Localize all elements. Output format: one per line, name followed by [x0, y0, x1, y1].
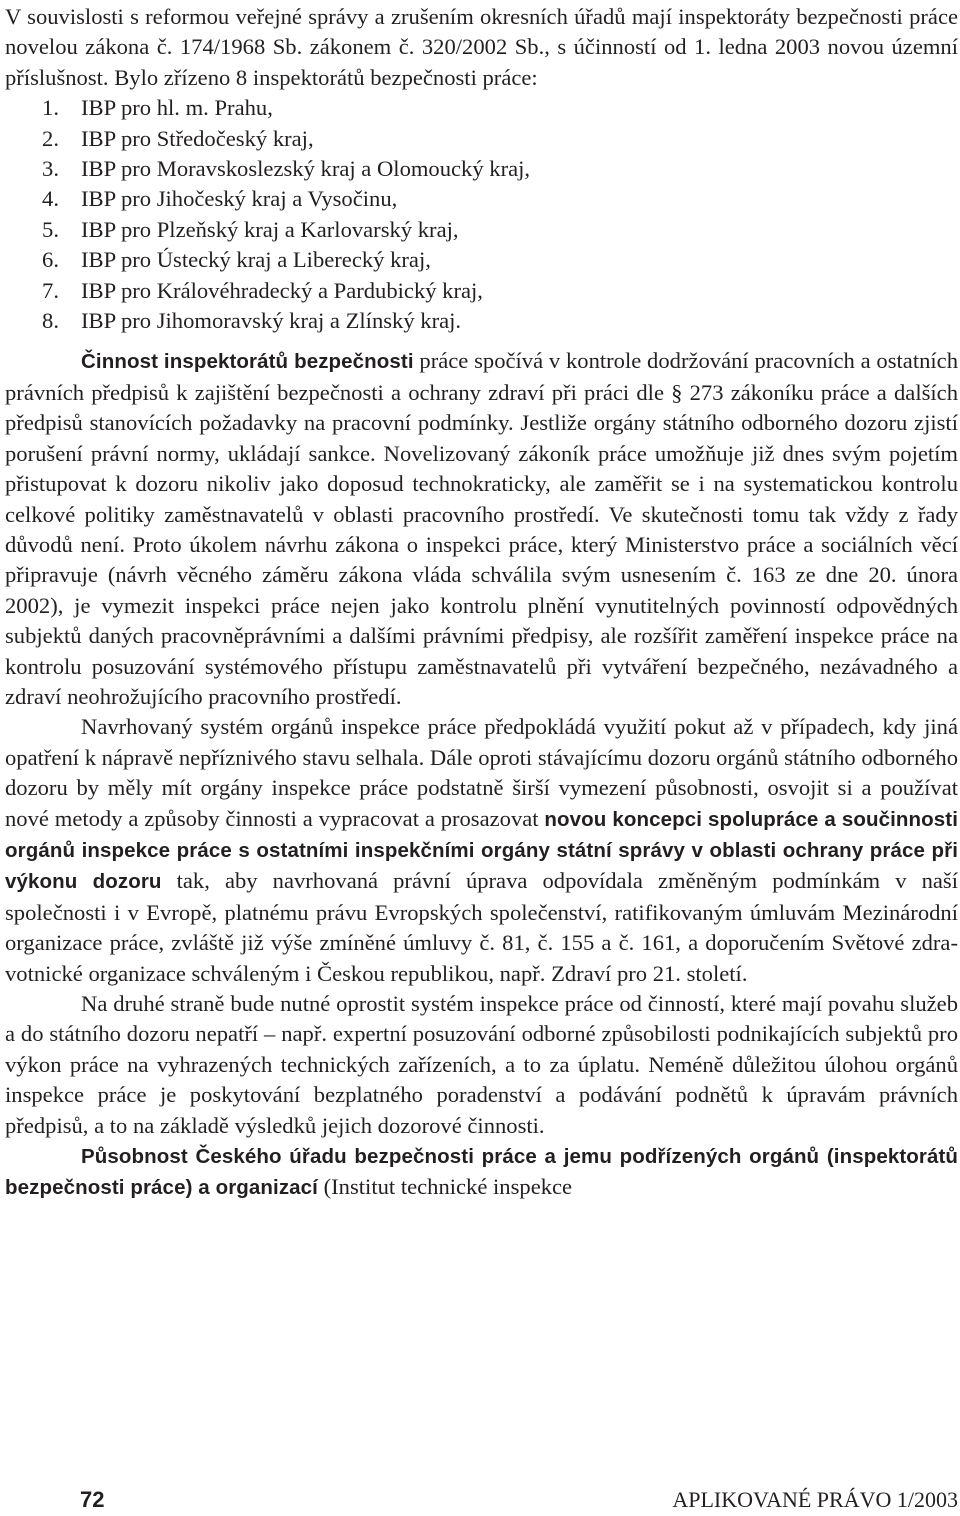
list-item — [5, 276, 958, 306]
bold-lead: Působnost Českého úřadu bezpečnosti práce a jemu podřízených orgánů (inspektorátů bezpečnosti práce) a organizací — [5, 1145, 958, 1200]
bold-lead: Činnost inspektorátů bezpečnosti — [81, 350, 414, 374]
inspectorate-list — [5, 93, 958, 336]
list-item — [5, 306, 958, 336]
paragraph-other-side: Na druhé straně bude nutné oprostit systém inspekce práce od činností, které mají povahu služeb a do státního dozoru nepatří – např. expertní posuzování odborné způsobilosti podnikajících subjektů pro výkon práce na vyhrazených technických zařízeních, a to za úplatu. Neméně důležitou úlohou orgánů inspekce práce je poskytování bezplatného poradenství a podávání podnětů k úpravám právních předpisů, a to na základě výsledků jejich dozorové činnosti. — [5, 991, 958, 1138]
document-page — [5, 2, 958, 1204]
list-number: 5. — [42, 216, 59, 242]
list-item — [5, 124, 958, 154]
paragraph-text: práce spočívá v kontrole dodržování pracovních a ostatních právních předpisů k zajištění bezpečnosti a ochrany zdraví při práci dle § 273 zákoníku práce a dalších předpisů stanovících požadavky na pracovní podmínky. Jestliže orgány státního odborného dozoru zjistí porušení právní normy, ukládají sankce. Novelizovaný zákoník práce umožňuje již dnes svým pojetím přistupovat k dozoru nikoliv jako doposud technokraticky, ale zaměřit se i na systematickou kontrolu celkové politiky zaměstnavatelů v oblasti pracovního prostředí. Ve skutečnosti tomu tak vždy z řady důvodů není. Proto úkolem návrhu zákona o inspekci práce, který Ministerstvo práce a sociálních věcí připravuje (návrh věcného záměru zákona vláda schválila svým usnesením č. 163 ze dne 20. února 2002), je vymezit inspekci práce nejen jako kontrolu plnění vynutitelných povinností odpovědných subjektů daných pracovněprávními a dalšími právními předpisy, ale rozšířit zaměření inspekce práce na kontrolu posuzování systémového přístupu zaměstnavatelů při vytváření bezpečného, nezávadného a zdraví neohrožujícího pracovního prostředí. — [5, 348, 958, 709]
list-item — [5, 93, 958, 123]
list-item — [5, 184, 958, 214]
list-number: 6. — [42, 247, 59, 273]
list-text: IBP pro Královéhradecký a Pardubický kraj, — [81, 277, 483, 303]
bold-emphasis: novou koncepci spolupráce a součinnosti orgánů inspekce práce s ostatními inspekčními orgány státní správy v oblasti ochrany práce při výkonu dozoru — [5, 807, 958, 894]
journal-title: APLIKOVANÉ PRÁVO 1/2003 — [672, 1487, 958, 1512]
list-text: IBP pro Plzeňský kraj a Karlovarský kraj, — [81, 216, 459, 242]
paragraph-activity — [5, 346, 958, 712]
intro-paragraph: V souvislosti s reformou veřejné správy a zrušením okresních úřadů mají inspektoráty bezpečnosti práce novelou zákona č. 174/1968 Sb. zákonem č. 320/2002 Sb., s účinností od 1. ledna 2003 novou územní příslušnost. Bylo zřízeno 8 inspektorátů bezpečnosti práce: — [5, 4, 958, 90]
list-item — [5, 215, 958, 245]
paragraph-text: (Institut technické inspekce — [317, 1174, 573, 1200]
list-number: 7. — [42, 277, 59, 303]
page-footer — [80, 1487, 958, 1513]
list-text: IBP pro Ústecký kraj a Liberecký kraj, — [81, 247, 431, 273]
paragraph-text: Navrhovaný systém orgánů inspekce práce předpokládá využití pokut až v případech, kdy jiná opatření k nápravě nepříznivého stavu selhala. Dále oproti stávajícímu dozoru orgánů státního odborného dozoru by měly mít orgány inspekce práce podstatně širší vymezení působnosti, osvojit si a používat nové metody a způsoby činnosti a vypracovat a prosazovat — [5, 714, 958, 831]
list-text: IBP pro Jihočeský kraj a Vysočinu, — [81, 186, 398, 212]
list-number: 1. — [42, 95, 59, 121]
list-text: IBP pro hl. m. Prahu, — [81, 95, 273, 121]
list-text: IBP pro Moravskoslezský kraj a Olomoucký kraj, — [81, 156, 531, 182]
list-item — [5, 154, 958, 184]
paragraph-competence — [5, 1141, 958, 1204]
list-item — [5, 245, 958, 275]
page-number: 72 — [80, 1487, 105, 1512]
list-number: 2. — [42, 125, 59, 151]
list-number: 8. — [42, 308, 59, 334]
list-number: 4. — [42, 186, 59, 212]
list-text: IBP pro Středočeský kraj, — [81, 125, 314, 151]
list-text: IBP pro Jihomoravský kraj a Zlínský kraj. — [81, 308, 462, 334]
paragraph-proposed-system — [5, 712, 958, 989]
list-number: 3. — [42, 156, 59, 182]
paragraph-text: tak, aby navrhovaná právní úprava odpovídala změněným podmínkám v naší společnosti i v Evropě, platnému právu Evropských společenství, ratifikovaným úmluvám Mezinárodní organizace práce, zvláště již výše zmíněné úmluvy č. 81, č. 155 a č. 161, a doporučením Světové zdravotnické organizace schváleným i Českou republikou, např. Zdraví pro 21. století. — [5, 868, 958, 986]
